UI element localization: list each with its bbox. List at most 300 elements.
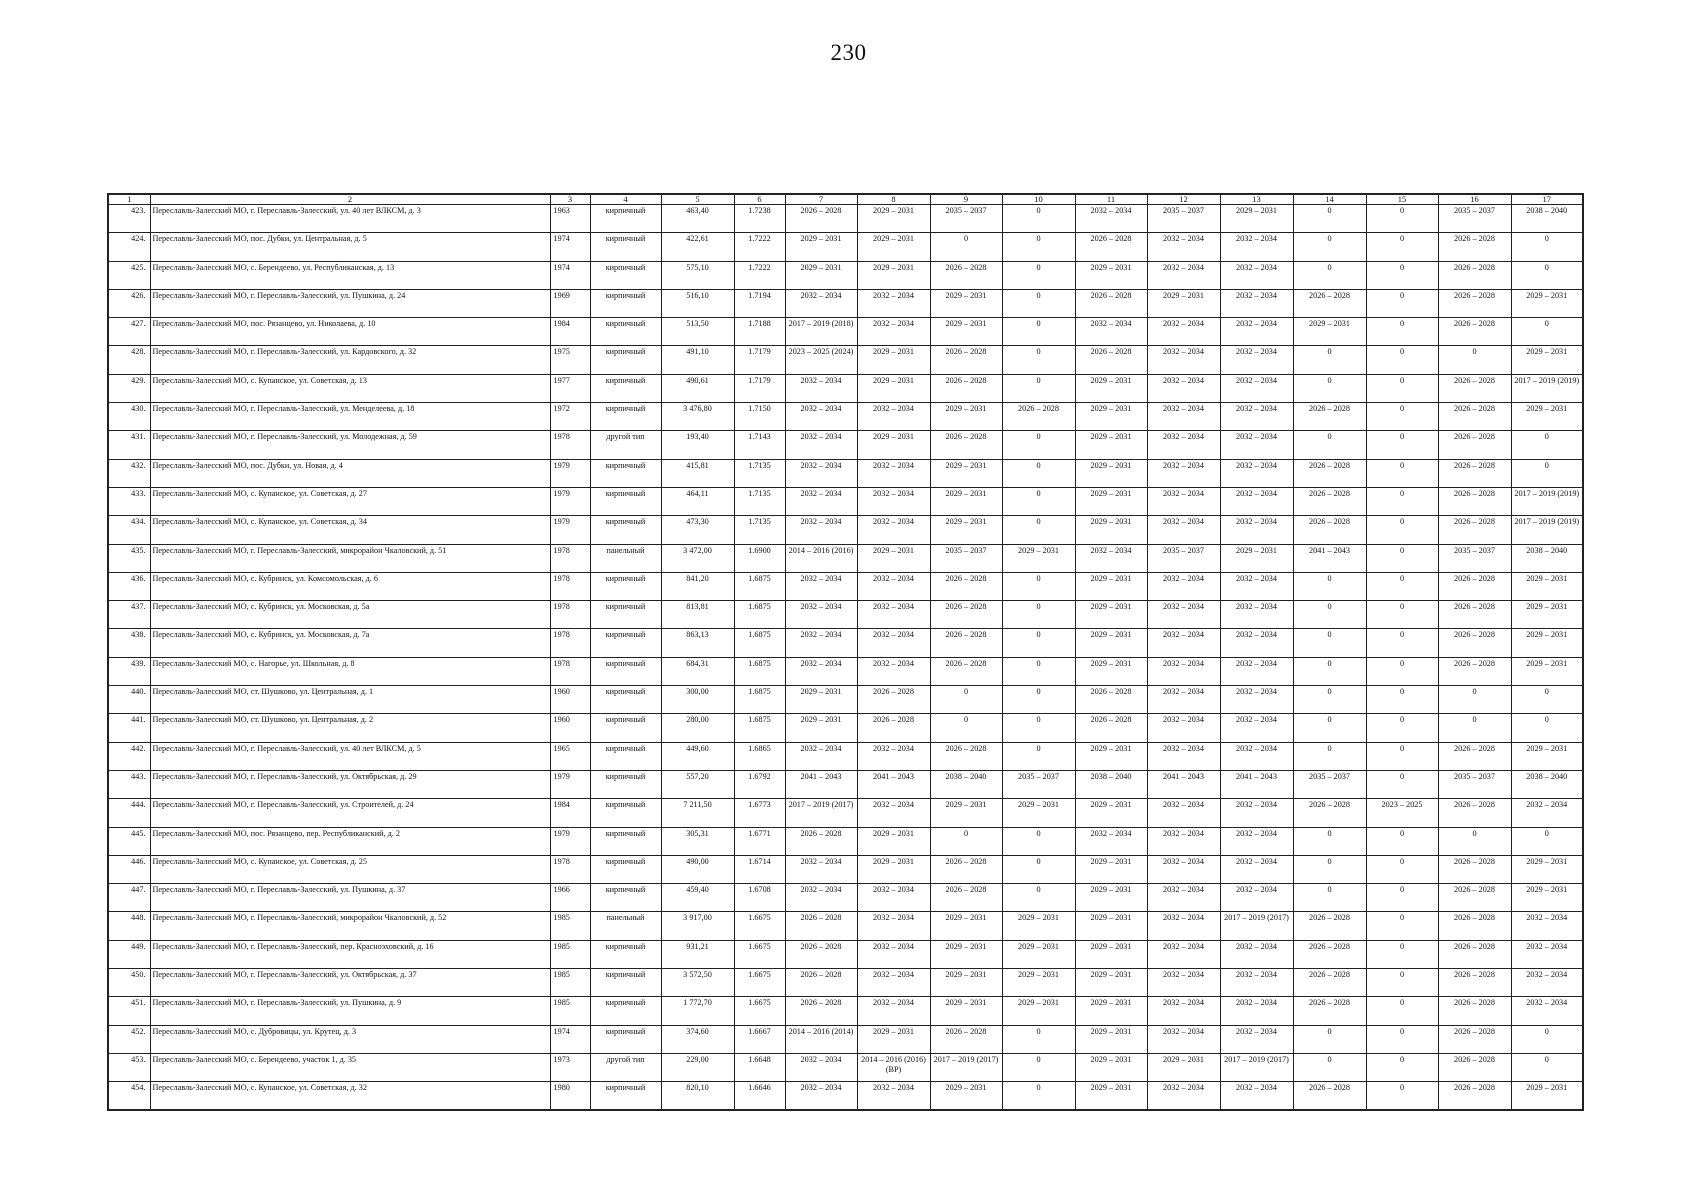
table-cell: 2029 – 2031 [1002,544,1075,572]
table-cell: 0 [930,827,1002,855]
table-cell: 1974 [550,233,590,261]
table-cell: кирпичный [590,403,661,431]
table-cell: 2026 – 2028 [930,431,1002,459]
table-cell: 2032 – 2034 [1220,714,1293,742]
table-cell: Переславль-Залесский МО, г. Переславль-Залесский, ул. Пушкина, д. 9 [150,997,550,1025]
table-cell: 2032 – 2034 [1511,969,1583,997]
table-cell: 0 [1293,601,1366,629]
table-cell: 2029 – 2031 [1511,346,1583,374]
table-cell: 1.7179 [734,374,785,402]
table-cell: кирпичный [590,686,661,714]
table-body [108,205,1583,1111]
table-cell: 3 476,80 [661,403,734,431]
table-cell: кирпичный [590,289,661,317]
table-cell: 1.7194 [734,289,785,317]
table-cell: 2029 – 2031 [1220,205,1293,233]
table-cell: 0 [1293,855,1366,883]
table-cell: 2032 – 2034 [857,629,930,657]
table-cell: 0 [1002,261,1075,289]
table-cell: 0 [1366,657,1438,685]
table-cell: 2029 – 2031 [857,205,930,233]
table-cell: 1979 [550,516,590,544]
table-cell: 1.7135 [734,516,785,544]
table-row [108,346,1583,374]
table-cell: 1977 [550,374,590,402]
table-cell: 2029 – 2031 [857,544,930,572]
table-cell: 1.6875 [734,686,785,714]
table-cell: 0 [1511,1053,1583,1081]
table-cell: 1.6875 [734,714,785,742]
table-cell: Переславль-Залесский МО, г. Переславль-Залесский, микрорайон Чкаловский, д. 51 [150,544,550,572]
table-cell: 513,50 [661,318,734,346]
table-cell: 1.7143 [734,431,785,459]
table-row [108,770,1583,798]
table-cell: 0 [1366,261,1438,289]
table-cell: 2029 – 2031 [1075,742,1147,770]
table-cell: 2032 – 2034 [857,997,930,1025]
table-cell: 429. [108,374,150,402]
table-cell: 2029 – 2031 [857,261,930,289]
table-cell: 0 [930,714,1002,742]
table-cell: 463,40 [661,205,734,233]
table-cell: 2032 – 2034 [857,799,930,827]
table-cell: 2029 – 2031 [1075,374,1147,402]
table-cell: 2029 – 2031 [1075,261,1147,289]
table-cell: 2032 – 2034 [1220,431,1293,459]
table-cell: 820,10 [661,1082,734,1110]
table-cell: 2032 – 2034 [785,657,857,685]
table-cell: 2032 – 2034 [785,884,857,912]
table-cell: 2032 – 2034 [785,601,857,629]
table-cell: 2035 – 2037 [1002,770,1075,798]
table-cell: 2032 – 2034 [857,601,930,629]
table-cell: Переславль-Залесский МО, пос. Рязанцево, ул. Николаева, д. 10 [150,318,550,346]
column-header: 3 [550,194,590,205]
table-cell: 0 [1366,572,1438,600]
table-cell: 1.7222 [734,233,785,261]
table-cell: Переславль-Залесский МО, с. Купанское, ул. Советская, д. 32 [150,1082,550,1110]
table-cell: кирпичный [590,601,661,629]
table-cell: 0 [1002,714,1075,742]
table-cell: 2041 – 2043 [785,770,857,798]
table-cell: 0 [1002,742,1075,770]
column-header: 7 [785,194,857,205]
table-cell: 2032 – 2034 [785,431,857,459]
table-cell: кирпичный [590,714,661,742]
table-row [108,1025,1583,1053]
table-cell: 2032 – 2034 [785,629,857,657]
table-cell: 2026 – 2028 [1438,657,1511,685]
table-cell: 473,30 [661,516,734,544]
table-cell: 2029 – 2031 [1075,969,1147,997]
table-cell: кирпичный [590,459,661,487]
table-cell: 2032 – 2034 [785,374,857,402]
table-cell: 0 [1366,629,1438,657]
table-cell: 2032 – 2034 [1220,487,1293,515]
table-cell: 2029 – 2031 [1075,516,1147,544]
table-cell: 0 [1366,233,1438,261]
table-cell: 430. [108,403,150,431]
table-cell: 426. [108,289,150,317]
table-cell: 2032 – 2034 [1147,997,1220,1025]
table-cell: 0 [1293,827,1366,855]
table-cell: 0 [1002,572,1075,600]
table-cell: 2032 – 2034 [857,742,930,770]
column-header: 12 [1147,194,1220,205]
table-cell: Переславль-Залесский МО, с. Берендеево, ул. Республиканская, д. 13 [150,261,550,289]
table-cell: 931,21 [661,940,734,968]
table-cell: 0 [1293,714,1366,742]
table-cell: 2029 – 2031 [930,912,1002,940]
table-cell: 2032 – 2034 [1075,544,1147,572]
table-cell: 2032 – 2034 [1147,827,1220,855]
table-cell: 2026 – 2028 [1438,912,1511,940]
table-cell: Переславль-Залесский МО, с. Купанское, ул. Советская, д. 27 [150,487,550,515]
table-row [108,459,1583,487]
table-cell: 444. [108,799,150,827]
table-cell: 2026 – 2028 [930,601,1002,629]
table-cell: 0 [930,686,1002,714]
table-cell: 2026 – 2028 [1438,233,1511,261]
table-cell: 2029 – 2031 [785,686,857,714]
table-row [108,318,1583,346]
table-cell: 2026 – 2028 [930,346,1002,374]
table-cell: Переславль-Залесский МО, г. Переславль-Залесский, ул. 40 лет ВЛКСМ, д. 3 [150,205,550,233]
table-cell: 2032 – 2034 [1147,1082,1220,1110]
table-cell: 1.6875 [734,657,785,685]
table-cell: 2032 – 2034 [857,487,930,515]
table-cell: 2029 – 2031 [1002,969,1075,997]
table-cell: 1963 [550,205,590,233]
table-cell: 2032 – 2034 [1147,487,1220,515]
table-cell: 2032 – 2034 [1147,940,1220,968]
table-cell: 2032 – 2034 [785,742,857,770]
table-cell: 2032 – 2034 [1147,884,1220,912]
table-cell: 2032 – 2034 [1220,1082,1293,1110]
table-cell: 2032 – 2034 [785,403,857,431]
table-cell: Переславль-Залесский МО, с. Берендеево, участок 1, д. 35 [150,1053,550,1081]
table-cell: 2026 – 2028 [857,686,930,714]
table-cell: 2032 – 2034 [857,516,930,544]
table-cell: 2032 – 2034 [1147,572,1220,600]
table-cell: 2026 – 2028 [785,940,857,968]
table-cell: кирпичный [590,346,661,374]
table-cell: 2026 – 2028 [930,657,1002,685]
table-cell: 453. [108,1053,150,1081]
column-header: 16 [1438,194,1511,205]
table-cell: 2032 – 2034 [1147,912,1220,940]
table-cell: 424. [108,233,150,261]
table-cell: 1978 [550,431,590,459]
table-cell: 2026 – 2028 [1293,289,1366,317]
table-cell: 2032 – 2034 [1220,516,1293,544]
table-cell: 2026 – 2028 [785,912,857,940]
table-cell: 2032 – 2034 [1075,827,1147,855]
table-row [108,686,1583,714]
table-cell: 2032 – 2034 [1220,459,1293,487]
table-cell: 0 [1366,884,1438,912]
table-row [108,1053,1583,1081]
table-cell: Переславль-Залесский МО, с. Купанское, ул. Советская, д. 34 [150,516,550,544]
table-cell: 1.6773 [734,799,785,827]
table-cell: 0 [1366,1025,1438,1053]
table-cell: 0 [1366,997,1438,1025]
table-cell: 2026 – 2028 [930,855,1002,883]
table-cell: 0 [1366,516,1438,544]
table-cell: 1972 [550,403,590,431]
table-cell: 2029 – 2031 [1075,1082,1147,1110]
page-number: 230 [830,40,867,65]
table-cell: 2032 – 2034 [1220,289,1293,317]
table-cell: 2029 – 2031 [1220,544,1293,572]
table-row [108,827,1583,855]
table-cell: 0 [1002,686,1075,714]
table-row [108,516,1583,544]
table-cell: 2026 – 2028 [1438,318,1511,346]
table-cell: 2032 – 2034 [1220,261,1293,289]
table-cell: 2032 – 2034 [1220,855,1293,883]
table-cell: 0 [1511,233,1583,261]
table-cell: кирпичный [590,855,661,883]
table-cell: 1 772,70 [661,997,734,1025]
table-cell: 431. [108,431,150,459]
table-cell: 0 [1366,940,1438,968]
table-cell: 2029 – 2031 [1511,403,1583,431]
table-cell: 2026 – 2028 [1438,459,1511,487]
table-cell: 1.7238 [734,205,785,233]
table-cell: 2032 – 2034 [857,657,930,685]
table-cell: 2026 – 2028 [1293,799,1366,827]
table-cell: 2017 – 2019 (2017) [785,799,857,827]
table-cell: 2026 – 2028 [1075,714,1147,742]
table-cell: 0 [1511,827,1583,855]
table-cell: кирпичный [590,940,661,968]
table-cell: 459,40 [661,884,734,912]
table-cell: 0 [1366,487,1438,515]
table-cell: 2032 – 2034 [785,516,857,544]
table-cell: 0 [1002,431,1075,459]
table-cell: 2032 – 2034 [1147,601,1220,629]
table-cell: 0 [1511,1025,1583,1053]
table-cell: 2026 – 2028 [1438,601,1511,629]
table-cell: 1.6875 [734,629,785,657]
table-cell: 2032 – 2034 [857,289,930,317]
table-cell: кирпичный [590,884,661,912]
table-cell: 1985 [550,997,590,1025]
table-cell: 1978 [550,629,590,657]
table-cell: 2032 – 2034 [1147,799,1220,827]
table-cell: 2026 – 2028 [1438,431,1511,459]
table-cell: 0 [1366,912,1438,940]
table-cell: 2029 – 2031 [1293,318,1366,346]
table-cell: 2029 – 2031 [857,431,930,459]
table-cell: 1.6875 [734,572,785,600]
column-header: 2 [150,194,550,205]
table-cell: 2032 – 2034 [1147,431,1220,459]
table-cell: Переславль-Залесский МО, г. Переславль-Залесский, микрорайон Чкаловский, д. 52 [150,912,550,940]
table-cell: 0 [1366,827,1438,855]
table-cell: 0 [1002,516,1075,544]
table-row [108,403,1583,431]
table-cell: 2026 – 2028 [1438,516,1511,544]
table-cell: 2032 – 2034 [1220,346,1293,374]
table-cell: 0 [1002,233,1075,261]
table-cell: кирпичный [590,233,661,261]
table-cell: 1978 [550,601,590,629]
table-cell: кирпичный [590,629,661,657]
table-cell: 2017 – 2019 (2017) [930,1053,1002,1081]
table-cell: 0 [1366,544,1438,572]
table-cell: 2026 – 2028 [1438,289,1511,317]
table-cell: 2029 – 2031 [857,827,930,855]
table-cell: Переславль-Залесский МО, пос. Дубки, ул. Новая, д. 4 [150,459,550,487]
table-cell: 2026 – 2028 [785,997,857,1025]
table-cell: 1.6714 [734,855,785,883]
table-cell: 2026 – 2028 [1438,940,1511,968]
table-row [108,997,1583,1025]
table-cell: Переславль-Залесский МО, пос. Рязанцево, пер. Республиканский, д. 2 [150,827,550,855]
table-cell: кирпичный [590,742,661,770]
column-header: 8 [857,194,930,205]
table-cell: 2032 – 2034 [1147,374,1220,402]
table-cell: 2029 – 2031 [857,346,930,374]
table-cell: 438. [108,629,150,657]
table-cell: 2023 – 2025 (2024) [785,346,857,374]
table-cell: 2032 – 2034 [857,969,930,997]
table-cell: Переславль-Залесский МО, пос. Дубки, ул. Центральная, д. 5 [150,233,550,261]
table-cell: 2032 – 2034 [1147,686,1220,714]
table-cell: 445. [108,827,150,855]
table-cell: 2032 – 2034 [1147,969,1220,997]
table-cell: 2032 – 2034 [857,884,930,912]
table-cell: 2029 – 2031 [1002,997,1075,1025]
table-cell: 2032 – 2034 [1220,629,1293,657]
table-cell: 2032 – 2034 [1147,855,1220,883]
table-cell: 2029 – 2031 [930,289,1002,317]
table-cell: 2026 – 2028 [930,261,1002,289]
table-cell: 0 [1002,657,1075,685]
table-cell: 446. [108,855,150,883]
table-cell: 2026 – 2028 [930,374,1002,402]
table-cell: 1.7179 [734,346,785,374]
table-cell: 464,11 [661,487,734,515]
table-cell: 2029 – 2031 [785,233,857,261]
column-header: 9 [930,194,1002,205]
table-cell: 2029 – 2031 [857,855,930,883]
table-cell: 2032 – 2034 [1220,657,1293,685]
register-table [107,193,1584,1111]
table-cell: Переславль-Залесский МО, с. Купанское, ул. Советская, д. 13 [150,374,550,402]
table-cell: 1.6792 [734,770,785,798]
table-cell: 1969 [550,289,590,317]
table-cell: 2017 – 2019 (2017) [1220,912,1293,940]
table-cell: 2032 – 2034 [1147,742,1220,770]
table-cell: 2026 – 2028 [1438,997,1511,1025]
table-cell: 2032 – 2034 [857,940,930,968]
table-cell: 0 [1511,431,1583,459]
table-cell: 2014 – 2016 (2014) [785,1025,857,1053]
table-cell: 1974 [550,1025,590,1053]
table-cell: 2032 – 2034 [1147,516,1220,544]
table-cell: 2029 – 2031 [1511,855,1583,883]
table-cell: 2029 – 2031 [1002,799,1075,827]
table-cell: 1966 [550,884,590,912]
table-cell: 0 [1002,374,1075,402]
table-cell: 449,60 [661,742,734,770]
table-cell: 2032 – 2034 [1220,601,1293,629]
table-cell: кирпичный [590,318,661,346]
table-cell: Переславль-Залесский МО, с. Кубринск, ул. Комсомольская, д. 6 [150,572,550,600]
table-cell: 2032 – 2034 [785,459,857,487]
table-cell: 0 [1293,233,1366,261]
table-cell: 2026 – 2028 [1438,855,1511,883]
table-cell: 2029 – 2031 [1511,657,1583,685]
table-cell: 0 [1438,827,1511,855]
table-cell: 3 917,00 [661,912,734,940]
table-row [108,431,1583,459]
table-cell: Переславль-Залесский МО, с. Купанское, ул. Советская, д. 25 [150,855,550,883]
column-header: 17 [1511,194,1583,205]
table-cell: 0 [1002,1025,1075,1053]
table-row [108,855,1583,883]
table-cell: 449. [108,940,150,968]
table-cell: 280,00 [661,714,734,742]
table-cell: кирпичный [590,374,661,402]
table-cell: 2032 – 2034 [857,572,930,600]
table-cell: 2041 – 2043 [1220,770,1293,798]
table-cell: Переславль-Залесский МО, г. Переславль-Залесский, ул. Пушкина, д. 24 [150,289,550,317]
table-cell: 447. [108,884,150,912]
table-cell: 2029 – 2031 [857,1025,930,1053]
table-cell: Переславль-Залесский МО, г. Переславль-Залесский, ул. Пушкина, д. 37 [150,884,550,912]
table-cell: 2026 – 2028 [930,1025,1002,1053]
table-cell: 1979 [550,459,590,487]
table-cell: 7 211,50 [661,799,734,827]
table-cell: 1960 [550,714,590,742]
table-cell: 0 [1293,374,1366,402]
table-cell: 2029 – 2031 [930,997,1002,1025]
table-cell: 0 [1293,431,1366,459]
table-cell: 0 [1293,657,1366,685]
table-cell: 374,60 [661,1025,734,1053]
table-cell: 0 [1293,1053,1366,1081]
table-cell: 1985 [550,912,590,940]
table-cell: 1.7222 [734,261,785,289]
table-cell: 2029 – 2031 [1075,403,1147,431]
table-cell: 2026 – 2028 [1075,233,1147,261]
table-cell: 2029 – 2031 [1002,940,1075,968]
table-cell: 1965 [550,742,590,770]
table-cell: 229,00 [661,1053,734,1081]
table-cell: 0 [1366,459,1438,487]
table-cell: 2035 – 2037 [1147,205,1220,233]
table-cell: 2029 – 2031 [1075,997,1147,1025]
table-cell: кирпичный [590,516,661,544]
table-cell: Переславль-Залесский МО, ст. Шушково, ул. Центральная, д. 1 [150,686,550,714]
table-cell: 2035 – 2037 [930,544,1002,572]
table-cell: 2026 – 2028 [930,572,1002,600]
table-cell: 305,31 [661,827,734,855]
table-cell: 1975 [550,346,590,374]
table-cell: 2026 – 2028 [1293,912,1366,940]
table-cell: 2029 – 2031 [1075,912,1147,940]
table-cell: Переславль-Залесский МО, г. Переславль-Залесский, ул. Менделеева, д. 18 [150,403,550,431]
table-cell: 0 [1002,487,1075,515]
table-cell: 2029 – 2031 [1511,572,1583,600]
table-cell: 0 [1366,855,1438,883]
table-cell: 2032 – 2034 [1147,459,1220,487]
table-cell: 2029 – 2031 [1075,601,1147,629]
